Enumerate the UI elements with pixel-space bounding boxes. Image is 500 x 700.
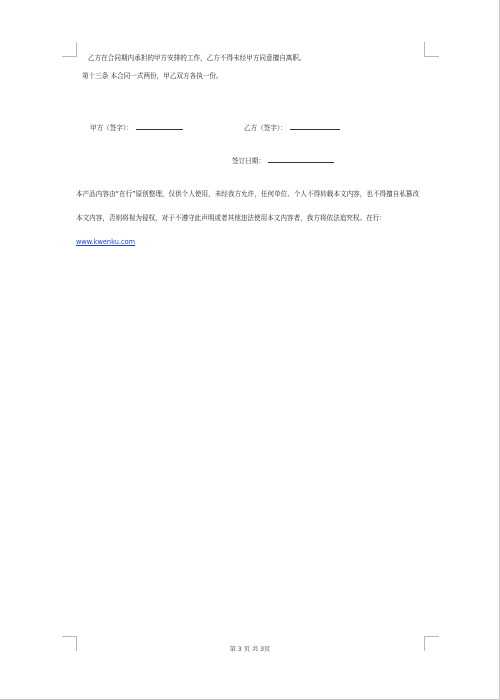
page-footer: 第 3 页 共 3页 bbox=[229, 646, 271, 653]
crop-mark-top-right bbox=[424, 42, 439, 57]
signing-date bbox=[232, 155, 334, 166]
website-link[interactable]: www.kwenku.com bbox=[76, 238, 136, 246]
party-b-signature-label: 乙方（签字）： bbox=[244, 124, 287, 132]
copyright-note-text: 本产品内容由“在行”原创整理，仅供个人使用，未经我方允许，任何单位、个人不得转载本文内容，也不得擅自私篡改本文内容，否则将视为侵权，对于不遵守此声明或者其他违法使用本文内容者，我方将依法追究权。在行： bbox=[76, 190, 420, 222]
party-a-signature-label: 甲方（签字）： bbox=[90, 124, 133, 132]
party-b-signature bbox=[244, 122, 340, 133]
crop-mark-top-left bbox=[62, 42, 77, 57]
paragraph-duties: 乙方在合同期内承担的甲方安排的工作，乙方不得未经甲方同意擅自离职。 bbox=[88, 54, 306, 62]
party-a-signature-line bbox=[136, 122, 183, 130]
party-b-signature-line bbox=[290, 122, 340, 130]
signing-date-line bbox=[268, 155, 334, 163]
copyright-note bbox=[76, 182, 424, 254]
party-a-signature bbox=[90, 122, 183, 133]
paragraph-article-13: 第十三条 本合同一式两份，甲乙双方各执一份。 bbox=[82, 72, 223, 80]
signing-date-label: 签订日期： bbox=[232, 157, 265, 165]
